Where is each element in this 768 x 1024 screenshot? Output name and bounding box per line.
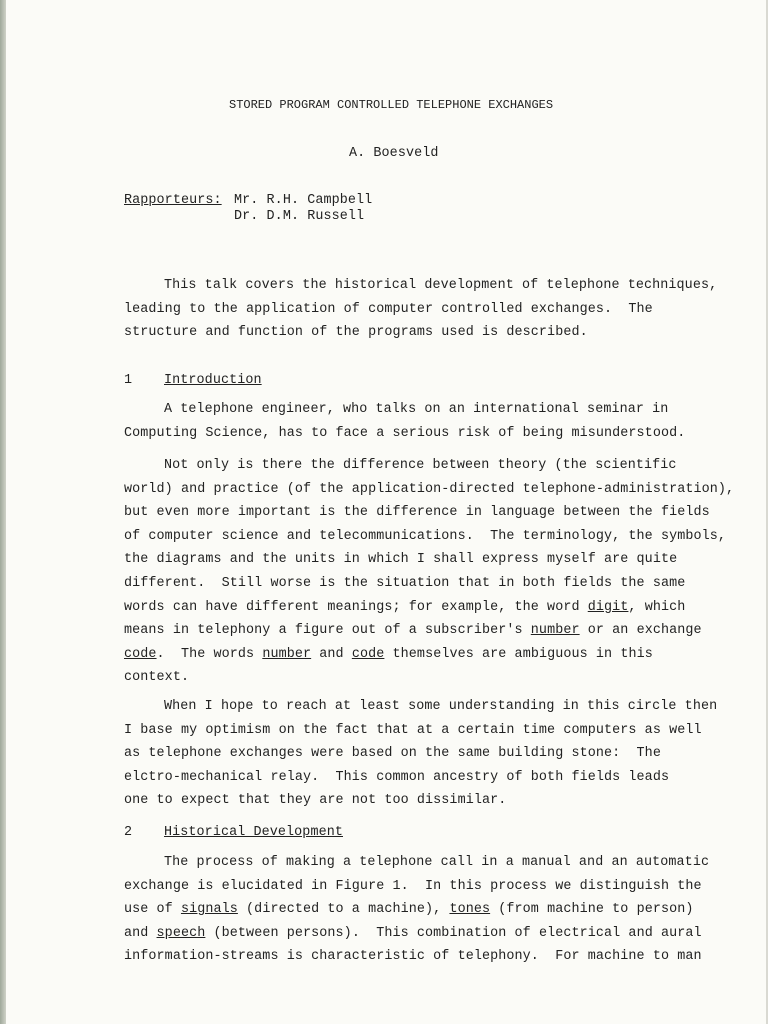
text-line: I base my optimism on the fact that at a certain time computers as well <box>124 722 702 738</box>
text-run <box>344 647 352 662</box>
text-line: A telephone engineer, who talks on an international seminar in <box>164 402 669 417</box>
text-run: (from machine to person) <box>490 902 694 918</box>
rapporteur-name: Mr. R.H. Campbell <box>234 193 373 208</box>
text-line: Not only is there the difference between theory (the scientific <box>164 458 677 473</box>
scan-edge <box>0 0 6 1024</box>
section-number: 2 <box>124 825 133 840</box>
text-line: elctro-mechanical relay. This common ancestry of both fields leads <box>124 769 670 785</box>
body-paragraph <box>124 851 724 969</box>
text-run: (between persons). This combination of electrical and aural <box>205 925 702 941</box>
text-run: . The words <box>156 646 263 662</box>
text-run: words can have different meanings; for example, the word <box>124 599 588 615</box>
text-line: world) and practice (of the application-directed telephone-administration), <box>124 481 735 497</box>
text-line: different. Still worse is the situation that in both fields the same <box>124 575 686 591</box>
text-line: the diagrams and the units in which I shall express myself are quite <box>124 552 678 568</box>
paper-page <box>6 0 766 1024</box>
section-heading: Historical Development <box>164 825 343 840</box>
author-name: A. Boesveld <box>349 146 439 161</box>
text-run: or an exchange <box>579 623 702 639</box>
body-paragraph <box>124 454 735 690</box>
section-number: 1 <box>124 373 133 388</box>
text-line <box>124 922 724 946</box>
underlined-term: digit <box>587 599 629 615</box>
text-run: means in telephony a figure out of a subscriber's <box>124 623 531 639</box>
underlined-term: code <box>351 646 385 662</box>
section-heading: Introduction <box>164 373 262 388</box>
text-line: one to expect that they are not too dissimilar. <box>124 793 507 809</box>
text-line: structure and function of the programs used is described. <box>124 325 588 341</box>
text-run: and <box>319 646 344 662</box>
rapporteur-name: Dr. D.M. Russell <box>234 209 365 224</box>
text-line: but even more important is the difference in language between the fields <box>124 505 710 521</box>
text-line: The process of making a telephone call in a manual and an automatic <box>164 855 710 870</box>
text-run: , which <box>628 599 686 615</box>
text-run: themselves are ambiguous in this <box>384 646 653 662</box>
text-line: context. <box>124 670 190 686</box>
text-line: as telephone exchanges were based on the same building stone: The <box>124 746 661 762</box>
body-paragraph <box>124 695 724 813</box>
text-line: When I hope to reach at least some understanding in this circle then <box>164 699 718 714</box>
text-line: exchange is elucidated in Figure 1. In this process we distinguish the <box>124 878 702 894</box>
text-line: information-streams is characteristic of telephony. For machine to man <box>124 949 702 965</box>
underlined-term: signals <box>180 902 238 918</box>
underlined-term: number <box>530 623 580 639</box>
underlined-term: speech <box>156 925 206 941</box>
text-line: leading to the application of computer controlled exchanges. The <box>124 301 653 317</box>
text-run: and <box>124 925 157 941</box>
text-run: use of <box>124 902 181 918</box>
text-line: Computing Science, has to face a serious risk of being misunderstood. <box>124 425 686 441</box>
text-line <box>124 898 724 922</box>
text-line: of computer science and telecommunications. The terminology, the symbols, <box>124 528 727 544</box>
underlined-term: tones <box>449 902 491 918</box>
rapporteurs-label: Rapporteurs: <box>124 193 222 208</box>
text-line: This talk covers the historical development of telephone techniques, <box>164 278 718 293</box>
text-line <box>124 643 724 667</box>
body-paragraph <box>124 398 724 445</box>
text-line <box>124 596 724 620</box>
underlined-term: number <box>262 646 312 662</box>
abstract-paragraph <box>124 274 724 345</box>
text-run: (directed to a machine), <box>237 902 450 918</box>
underlined-term: code <box>124 646 157 662</box>
text-line <box>124 619 724 643</box>
paper-title: STORED PROGRAM CONTROLLED TELEPHONE EXCHANGES <box>229 98 554 112</box>
